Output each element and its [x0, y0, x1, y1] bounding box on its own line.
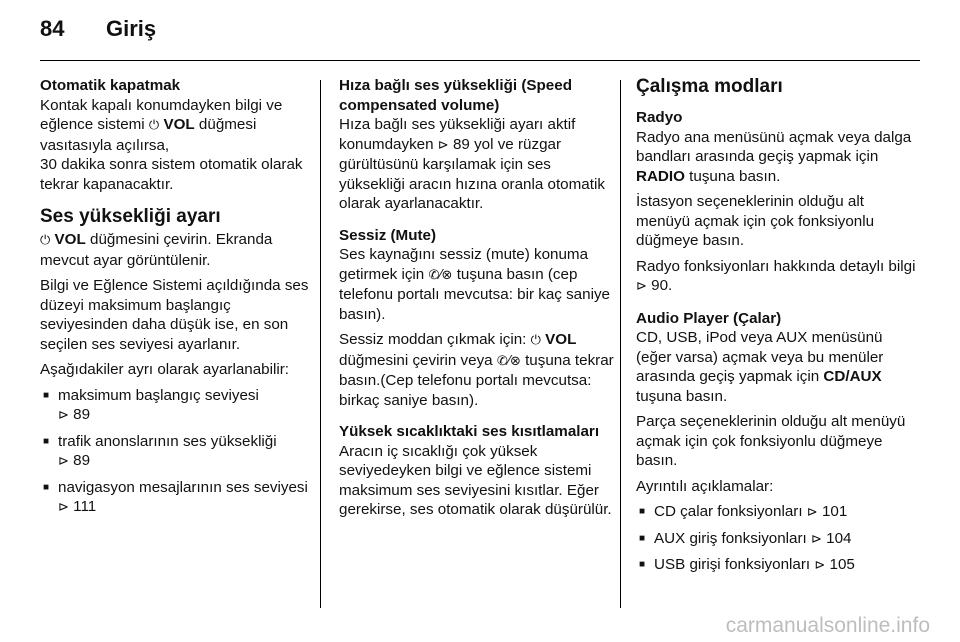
page-ref: 101: [821, 503, 848, 520]
list-item-text: AUX giriş fonksiyonları: [654, 529, 807, 547]
power-icon: ⏻: [148, 118, 160, 133]
mute-heading: Sessiz (Mute): [339, 226, 437, 244]
speed-paragraph: [339, 115, 614, 214]
radio-text-a: Radyo ana menüsünü açmak veya dalga bandları arasında geçiş yapmak için: [636, 128, 912, 165]
volume-paragraph-1: [40, 230, 312, 270]
column-1: [40, 76, 312, 524]
page-ref-icon: ⊳: [806, 505, 818, 520]
radio-label: RADIO: [636, 167, 685, 185]
page-ref: 104: [826, 529, 852, 547]
page-ref-icon: ⊳: [58, 500, 69, 515]
mute-text-b: tuşuna basın (cep telefonu portalı mevcutsa: bir kaç saniye basın).: [339, 265, 610, 323]
list-item: [40, 386, 312, 426]
audio-text-a: CD, USB, iPod veya AUX menüsünü (eğer varsa) açmak veya bu menüler arasında geçiş yapmak için: [636, 329, 884, 385]
radio-heading: Radyo: [636, 109, 683, 126]
list-item: [636, 502, 916, 523]
list-item-text: trafik anonslarının ses yüksekliği: [58, 432, 277, 450]
radio-text-b: tuşuna basın.: [689, 167, 781, 185]
page-ref: 105: [829, 556, 855, 573]
page-title: Giriş: [106, 16, 157, 41]
page-ref-icon: ⊳: [58, 408, 69, 423]
speed-text-b: yol ve rüzgar gürültüsünü karşılamak için ses yüksekliği aracın hızına oranla otomatik olarak ayarlanacaktır.: [339, 135, 605, 212]
radio-paragraph-3: [636, 257, 916, 297]
temp-heading: Yüksek sıcaklıktaki ses kısıtlamaları: [339, 423, 600, 440]
volume-heading: Ses yüksekliği ayarı: [40, 206, 221, 227]
power-icon: ⏻: [530, 333, 541, 348]
audio-heading: Audio Player (Çalar): [636, 309, 782, 327]
page-ref-icon: ⊳: [814, 558, 826, 573]
auto-off-text-c: 30 dakika sonra sistem otomatik olarak tekrar kapanacaktır.: [40, 156, 303, 193]
list-item: [636, 529, 916, 550]
page-ref-icon: ⊳: [811, 531, 822, 547]
list-item: [40, 432, 312, 472]
radio-paragraph-2: İstasyon seçeneklerinin olduğu alt menüyü açmak için çok fonksiyonlu düğmeye basın.: [636, 193, 875, 249]
page-ref-icon: ⊳: [636, 279, 647, 294]
speed-heading: Hıza bağlı ses yüksekliği (Speed compensated volume): [339, 77, 572, 114]
volume-paragraph-2: Bilgi ve Eğlence Sistemi açıldığında ses düzeyi maksimum başlangıç seviyesinden daha düşük ise, en son seçilen ses seviyesi ayarlanır.: [40, 277, 309, 353]
vol-label: VOL: [54, 231, 86, 248]
auto-off-text-b: düğmesi vasıtasıyla açılırsa,: [40, 116, 257, 154]
page-ref: 89: [452, 135, 470, 153]
audio-list: [636, 502, 916, 576]
power-icon: ⏻: [40, 233, 51, 248]
volume-paragraph-3: Aşağıdakiler ayrı olarak ayarlanabilir:: [40, 361, 290, 378]
unmute-paragraph: [339, 330, 614, 410]
temp-paragraph: Aracın iç sıcaklığı çok yüksek seviyedeyken bilgi ve eğlence sistemi maksimum ses seviyesini kısıtlar. Eğer gerekirse, ses otomatik olarak düşürülür.: [339, 442, 612, 518]
unmute-text-a: Sessiz moddan çıkmak için:: [339, 331, 527, 348]
mute-paragraph: [339, 245, 614, 324]
phone-mute-icon: ✆⁄⊗: [428, 267, 453, 283]
audio-paragraph-2: Parça seçeneklerinin olduğu alt menüyü açmak için çok fonksiyonlu düğmeye basın.: [636, 413, 906, 469]
modes-heading: Çalışma modları: [636, 76, 783, 97]
auto-off-heading: Otomatik kapatmak: [40, 77, 181, 94]
page-ref: 89: [73, 452, 91, 469]
radio-paragraph-1: [636, 128, 916, 187]
list-item-text: navigasyon mesajlarının ses seviyesi: [58, 478, 308, 496]
list-item-text: maksimum başlangıç seviyesi: [58, 386, 259, 404]
page-ref-icon: ⊳: [58, 454, 69, 469]
mute-text-a: Ses kaynağını sessiz (mute) konuma getirmek için: [339, 246, 589, 283]
list-item-text: CD çalar fonksiyonları: [654, 503, 803, 520]
page-header: [40, 16, 920, 46]
watermark-link[interactable]: carmanualsonline.info: [725, 614, 930, 637]
column-divider-2: [620, 80, 621, 608]
header-rule: [40, 60, 920, 61]
auto-off-text-a: Kontak kapalı konumdayken bilgi ve eğlence sistemi: [40, 96, 283, 133]
vol-label: VOL: [545, 331, 577, 348]
column-3: [636, 76, 916, 582]
page-number: 84: [40, 16, 65, 41]
audio-text-b: tuşuna basın.: [636, 387, 728, 405]
audio-paragraph-1: [636, 328, 916, 406]
phone-mute-icon: ✆⁄⊗: [496, 353, 521, 369]
column-2: [339, 76, 614, 526]
page-ref: 89: [73, 406, 91, 423]
column-divider-1: [320, 80, 321, 608]
unmute-text-c: tuşuna tekrar basın.(Cep telefonu portalı mevcutsa: birkaç saniye basın).: [339, 351, 614, 409]
vol-label: VOL: [163, 116, 195, 133]
radio-text-3: Radyo fonksiyonları hakkında detaylı bilgi: [636, 257, 916, 275]
auto-off-paragraph: [40, 96, 312, 195]
volume-list: [40, 386, 312, 518]
page-ref: 90.: [651, 277, 673, 294]
list-item: [40, 478, 312, 518]
page-ref: 111: [73, 498, 97, 515]
page-ref-icon: ⊳: [437, 137, 449, 153]
volume-text-b: düğmesini çevirin. Ekranda mevcut ayar görüntülenir.: [40, 231, 273, 269]
list-item: [636, 555, 916, 576]
audio-paragraph-3: Ayrıntılı açıklamalar:: [636, 477, 774, 495]
speed-text-a: Hıza bağlı ses yüksekliği ayarı aktif konumdayken: [339, 116, 576, 153]
list-item-text: USB girişi fonksiyonları: [654, 556, 811, 573]
cdaux-label: CD/AUX: [823, 368, 882, 385]
unmute-text-b: düğmesini çevirin veya: [339, 351, 493, 369]
